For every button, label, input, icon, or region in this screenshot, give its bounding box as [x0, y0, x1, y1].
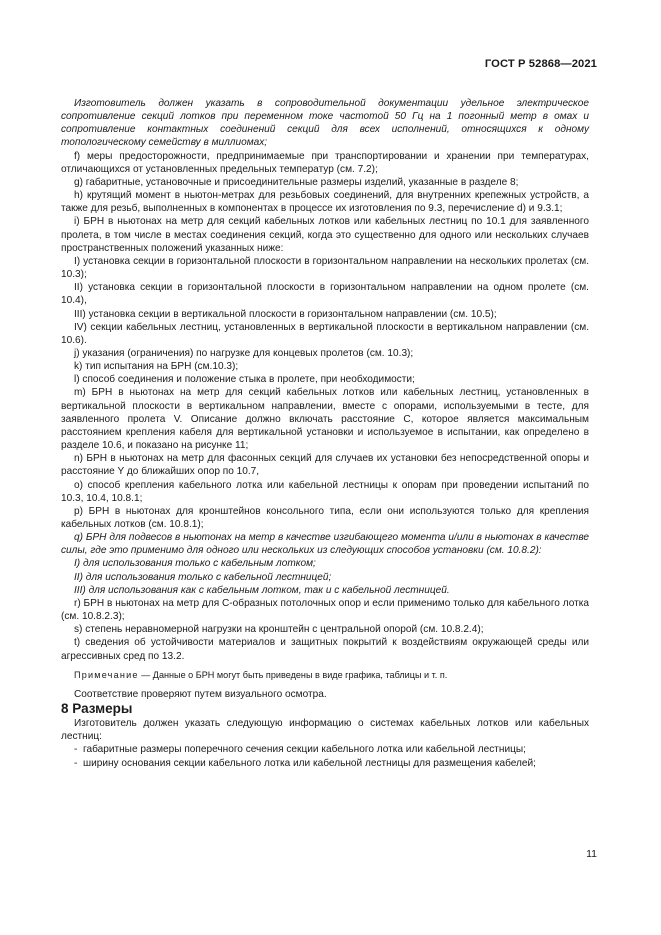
item-i-1: I) установка секции в горизонтальной плоскости в горизонтальном направлении на нескольких пролетах (см. 10.3); — [61, 255, 589, 281]
item-l: l) способ соединения и положение стыка в пролете, при необходимости; — [74, 374, 415, 386]
paragraph-resistance: Изготовитель должен указать в сопроводительной документации удельное электрическое сопротивление секций лотков при переменном токе частотой 50 Гц на 1 погонный метр в омах и сопротивление контактных соединений секций для всех исполнений, относящихся к одному топологическому семейству в миллиомах; — [61, 98, 589, 149]
list-item-text: ширину основания секции кабельного лотка или кабельной лестницы для размещения кабелей; — [83, 757, 536, 769]
list-item-text: габаритные размеры поперечного сечения секции кабельного лотка или кабельной лестницы; — [83, 744, 526, 756]
item-i-3: III) установка секции в вертикальной плоскости в горизонтальном направлении (см. 10.5); — [74, 308, 497, 320]
dash-marker: - — [74, 757, 78, 769]
list-item — [61, 743, 589, 756]
item-m: m) БРН в ньютонах на метр для секций кабельных лотков или кабельных лестниц, установленных в вертикальной плоскости в вертикальном направлении, вместе с опорами, используемыми в тесте, для заявленного пролета V. Описание должно включать расстояние С, которое является максимальным расстоянием крепления кабеля для вертикальной установки и используемое в испытании, как определено в разделе 10.6, и показано на рисунке 11; — [61, 387, 589, 452]
section-8-intro: Изготовитель должен указать следующую информацию о системах кабельных лотков или кабельных лестниц: — [61, 718, 589, 743]
item-i-4: IV) секции кабельных лестниц, установленных в вертикальной плоскости в вертикальном направлении (см. 10.6). — [61, 321, 589, 346]
item-g: g) габаритные, установочные и присоединительные размеры изделий, указанные в разделе 8; — [74, 176, 519, 188]
list-item — [61, 757, 589, 770]
item-r: r) БРН в ньютонах на метр для С-образных потолочных опор и если применимо только для кабельного лотка (см. 10.8.2.3); — [61, 597, 589, 623]
page-body — [61, 97, 589, 770]
note-label: Примечание — [74, 669, 139, 680]
conformity-check: Соответствие проверяют путем визуального осмотра. — [74, 688, 327, 700]
item-q: q) БРН для подвесов в ньютонах на метр в качестве изгибающего момента и/или в ньютонах в качестве силы, где это применимо для одного или нескольких из следующих способов установки (см. 10.8.2): — [61, 532, 589, 557]
item-s: s) степень неравномерной нагрузки на кронштейн с центральной опорой (см. 10.8.2.4); — [74, 624, 484, 636]
item-p: p) БРН в ньютонах для кронштейнов консольного типа, если они используются только для крепления кабельных лотков (см. 10.8.1); — [61, 505, 589, 530]
item-o: o) способ крепления кабельного лотка или кабельной лестницы к опорам при проведении испытаний по 10.3, 10.4, 10.8.1; — [61, 479, 589, 504]
dash-marker: - — [74, 744, 78, 756]
note — [61, 669, 589, 682]
item-n: n) БРН в ньютонах на метр для фасонных секций для случаев их установки без непосредственной опоры и расстояние Y до ближайших опор по 10.7, — [61, 453, 589, 478]
item-k: k) тип испытания на БРН (см.10.3); — [74, 361, 239, 373]
item-t: t) сведения об устойчивости материалов и защитных покрытий к воздействиям окружающей среды или агрессивных сред по 13.2. — [61, 637, 589, 662]
item-j: j) указания (ограничения) по нагрузке для концевых пролетов (см. 10.3); — [74, 347, 414, 359]
note-text: — Данные о БРН могут быть приведены в виде графика, таблицы и т. п. — [138, 669, 448, 680]
item-f: f) меры предосторожности, предпринимаемые при транспортировании и хранении при температурах, отличающихся от установленных предельных температур (см. 7.2); — [61, 150, 589, 175]
item-i-2: II) установка секции в горизонтальной плоскости в горизонтальном направлении на одном пролете (см. 10.4), — [61, 282, 589, 307]
item-h: h) крутящий момент в ньютон-метрах для резьбовых соединений, для внутренних крепежных устройств, а также для резьб, выполненных в компонентах в процессе их изготовления по 9.3, перечисление d) и 9.3.1; — [61, 190, 589, 215]
item-q-3: III) для использования как с кабельным лотком, так и с кабельной лестницей. — [74, 584, 450, 596]
item-i: i) БРН в ньютонах на метр для секций кабельных лотков или кабельных лестниц по 10.1 для заявленного пролета, в том числе в местах соединения секций, когда это существенно для одного или нескольких случаев пространственных положений указанных ниже: — [61, 216, 589, 254]
page-number: 11 — [586, 848, 597, 860]
item-q-2: II) для использования только с кабельной лестницей; — [74, 571, 332, 583]
section-8-heading: 8 Размеры — [61, 701, 133, 717]
standard-code: ГОСТ Р 52868—2021 — [484, 58, 597, 70]
item-q-1: I) для использования только с кабельным лотком; — [74, 558, 316, 570]
